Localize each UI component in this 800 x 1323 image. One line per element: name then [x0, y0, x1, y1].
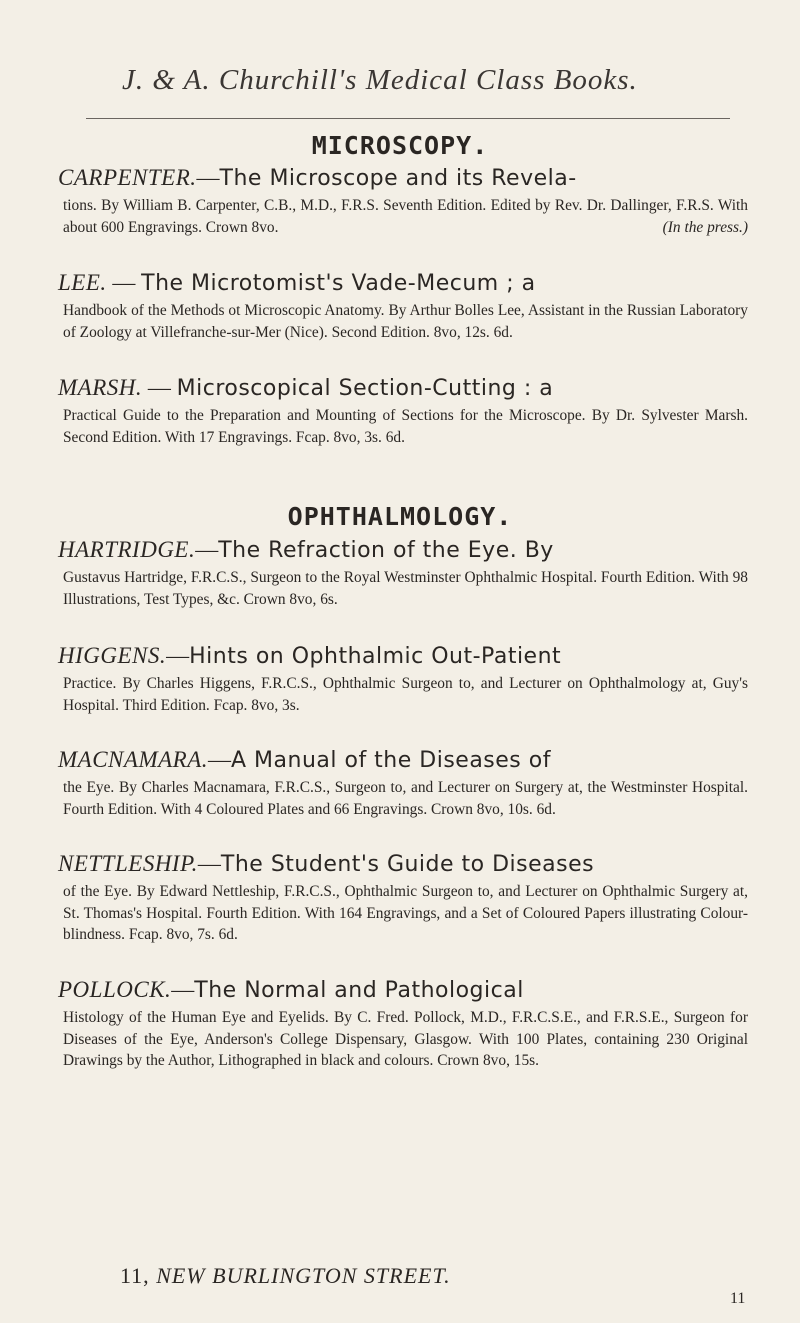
entry-macnamara — [58, 744, 748, 820]
street-number: 11, — [120, 1263, 150, 1288]
header-rule — [86, 118, 730, 119]
entry-title: The Normal and Pathological — [194, 978, 524, 1003]
entry-body — [58, 777, 748, 820]
section-heading-microscopy: MICROSCOPY. — [311, 131, 489, 160]
entry-nettleship — [58, 848, 748, 946]
entry-title: The Refraction of the Eye. By — [218, 538, 554, 563]
entry-description: the Eye. By Charles Macnamara, F.R.C.S., Surgeon to, and Lecturer on Surgery at, the Westminster Hospital. Fourth Edition. With 4 Coloured Plates and 66 Engravings. Crown 8vo, 10s. 6d. — [63, 779, 748, 818]
entry-body — [58, 1007, 748, 1072]
entry-author: MARSH. — [58, 375, 143, 400]
entry-author: MACNAMARA. — [58, 747, 208, 772]
running-title: J. & A. Churchill's Medical Class Books. — [122, 64, 638, 96]
entry-body — [58, 673, 748, 716]
entry-dash: — — [197, 851, 221, 876]
entry-title: Microscopical Section-Cutting : a — [176, 376, 554, 401]
entry-title: A Manual of the Diseases of — [231, 748, 551, 773]
entry-body — [58, 881, 748, 946]
entry-author: NETTLESHIP. — [58, 851, 198, 876]
page-number: 11 — [730, 1290, 746, 1307]
entry-title-line — [58, 267, 748, 300]
entry-dash: — — [208, 747, 231, 772]
section-heading-ophthalmology: OPHTHALMOLOGY. — [287, 502, 513, 531]
entry-title-line — [58, 848, 748, 881]
entry-higgens — [58, 640, 748, 716]
entry-body — [58, 195, 748, 238]
entry-title-line — [58, 974, 748, 1007]
entry-title: Hints on Ophthalmic Out-Patient — [189, 644, 562, 669]
entry-description: of the Eye. By Edward Nettleship, F.R.C.S., Ophthalmic Surgeon to, and Lecturer on Ophthalmic Surgery at, St. Thomas's Hospital. Fourth Edition. With 164 Engravings, and a Set of Coloured Papers illustrating Colour-blindness. Fcap. 8vo, 7s. 6d. — [63, 883, 748, 943]
entry-marsh — [58, 372, 748, 448]
entry-title-line — [58, 162, 748, 195]
entry-title-line — [58, 372, 748, 405]
entry-body — [58, 300, 748, 343]
entry-title: The Microtomist's Vade-Mecum ; a — [141, 271, 536, 296]
entry-description: Handbook of the Methods ot Microscopic Anatomy. By Arthur Bolles Lee, Assistant in the Russian Laboratory of Zoology at Villefranche-sur-Mer (Nice). Second Edition. 8vo, 12s. 6d. — [63, 302, 748, 341]
entry-title-line — [58, 534, 748, 567]
entry-title-line — [58, 744, 748, 777]
entry-note: (In the press.) — [662, 218, 748, 236]
street-name: NEW BURLINGTON STREET. — [156, 1263, 451, 1288]
entry-author: LEE. — [58, 270, 107, 295]
entry-body — [58, 405, 748, 448]
entry-dash: — — [106, 270, 142, 295]
publisher-address — [120, 1263, 451, 1289]
entry-title: The Student's Guide to Diseases — [220, 852, 595, 877]
entry-description: Practical Guide to the Preparation and Mounting of Sections for the Microscope. By Dr. Sylvester Marsh. Second Edition. With 17 Engravings. Fcap. 8vo, 3s. 6d. — [63, 407, 748, 446]
entry-carpenter — [58, 162, 748, 238]
entry-description: Practice. By Charles Higgens, F.R.C.S., Ophthalmic Surgeon to, and Lecturer on Ophthalmology at, Guy's Hospital. Third Edition. Fcap. 8vo, 3s. — [63, 675, 748, 714]
entry-lee — [58, 267, 748, 343]
entry-dash: — — [195, 537, 219, 562]
entry-dash: — — [166, 643, 190, 668]
entry-author: POLLOCK. — [58, 977, 172, 1002]
entry-body — [58, 567, 748, 610]
entry-dash: — — [171, 977, 195, 1002]
entry-hartridge — [58, 534, 748, 610]
entry-dash: — — [142, 375, 177, 400]
entry-pollock — [58, 974, 748, 1072]
entry-description: Gustavus Hartridge, F.R.C.S., Surgeon to the Royal Westminster Ophthalmic Hospital. Fourth Edition. With 98 Illustrations, Test Types, &c. Crown 8vo, 6s. — [63, 569, 748, 608]
entry-description: Histology of the Human Eye and Eyelids. By C. Fred. Pollock, M.D., F.R.C.S.E., and F.R.S.E., Surgeon for Diseases of the Eye, Anderson's College Dispensary, Glasgow. With 100 Plates, containing 230 Original Drawings by the Author, Lithographed in black and colours. Crown 8vo, 15s. — [63, 1009, 748, 1069]
entry-author: HIGGENS. — [58, 643, 167, 668]
entry-title-line — [58, 640, 748, 673]
entry-title: The Microscope and its Revela- — [219, 166, 577, 191]
entry-author: CARPENTER. — [58, 165, 197, 190]
entry-description: tions. By William B. Carpenter, C.B., M.D., F.R.S. Seventh Edition. Edited by Rev. Dr. Dallinger, F.R.S. With about 600 Engravings. Crown 8vo. — [63, 197, 748, 236]
entry-dash: — — [196, 165, 220, 190]
entry-author: HARTRIDGE. — [58, 537, 196, 562]
